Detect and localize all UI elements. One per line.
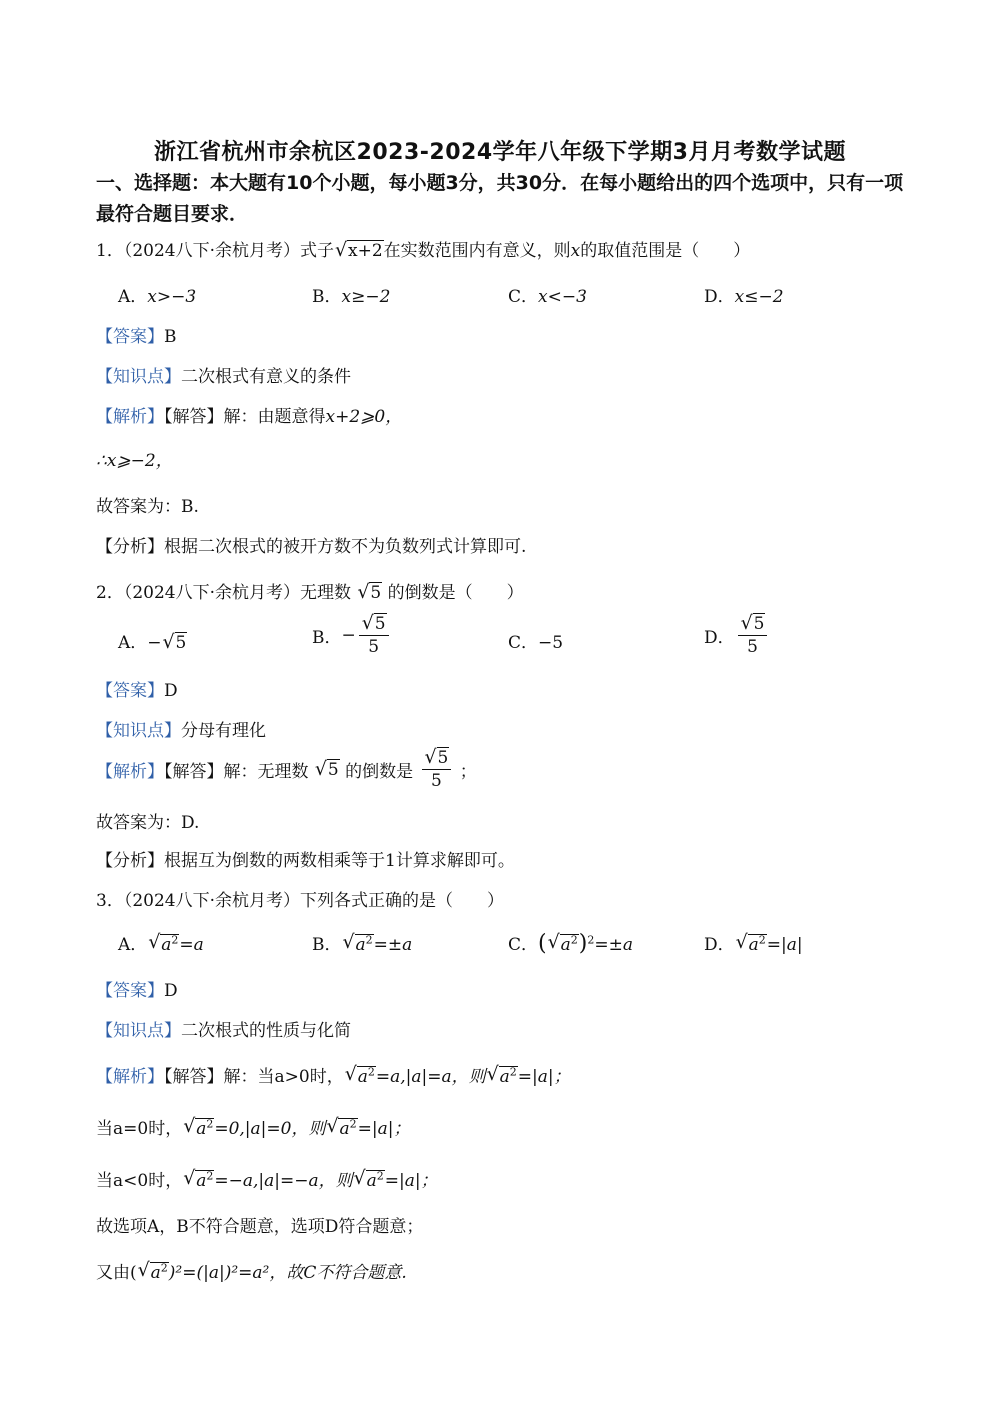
q2-knowledge: 【知识点】分母有理化	[96, 721, 266, 741]
q1-option-c: C．x<−3	[508, 287, 587, 307]
q2-option-a: A．−√ 5	[118, 628, 187, 653]
q2-option-b: B．− √ $\frac{5}{5}$	[312, 614, 392, 657]
q1-analysis: 【解析】【解答】解：由题意得x+2⩾0，	[96, 407, 403, 427]
q3-analysis-3: 当a<0时，√ $a^2=-a,|a|=-a$，则√ $a^2=|a|$；	[96, 1166, 438, 1191]
q2-analysis: 【解析】【解答】解：无理数 √ 5 的倒数是 √ $\frac{5}{5}$ ；	[96, 748, 477, 791]
q1-conclusion: 故答案为：B.	[96, 497, 199, 517]
q3-knowledge: 【知识点】二次根式的性质与化简	[96, 1021, 351, 1041]
q1-option-a: A．x>−3	[118, 287, 197, 307]
q3-option-d: D．√ $a^2=|a|$	[704, 930, 803, 955]
q2-fenxi: 【分析】根据互为倒数的两数相乘等于1计算求解即可。	[96, 851, 515, 871]
q1-derivation: ∴x⩾−2，	[96, 451, 173, 471]
q3-option-a: A．√ $a^2=a$	[118, 930, 204, 955]
q3-analysis-5: 又由(√ $a^2)^2=(|a|)^2=a^2$，故C不符合题意.	[96, 1258, 407, 1283]
question-1-stem: 1．（2024八下·余杭月考）式子√ x+2在实数范围内有意义，则x的取值范围是（ ）	[96, 236, 750, 261]
q1-knowledge: 【知识点】二次根式有意义的条件	[96, 367, 351, 387]
q3-analysis-4: 故选项A，B不符合题意，选项D符合题意；	[96, 1217, 424, 1237]
q3-option-c: C．(√ $a^2)^2=\pm a$	[508, 930, 633, 956]
q2-conclusion: 故答案为：D.	[96, 813, 200, 833]
q2-answer: 【答案】D	[96, 681, 178, 701]
q1-answer: 【答案】B	[96, 327, 177, 347]
q1-fenxi: 【分析】根据二次根式的被开方数不为负数列式计算即可.	[96, 537, 527, 557]
section-heading: 一、选择题：本大题有10个小题，每小题3分，共30分．在每小题给出的四个选项中，只有一项最符合题目要求．	[96, 172, 904, 225]
page-title: 浙江省杭州市余杭区2023-2024学年八年级下学期3月月考数学试题	[154, 140, 846, 165]
q3-option-b: B．√ $a^2=\pm a$	[312, 930, 412, 955]
question-3-stem: 3．（2024八下·余杭月考）下列各式正确的是（ ）	[96, 891, 504, 911]
q1-option-d: D．x≤−2	[704, 287, 784, 307]
q3-answer: 【答案】D	[96, 981, 178, 1001]
q3-analysis-2: 当a=0时，√ $a^2=0,|a|=0$，则√ $a^2=|a|$；	[96, 1114, 410, 1139]
q3-analysis-1: 【解析】【解答】解：当a>0时，√ $a^2=a,|a|=a$，则√ $a^2=|a|$；	[96, 1062, 571, 1087]
question-2-stem: 2．（2024八下·余杭月考）无理数 √ 5 的倒数是（ ）	[96, 578, 524, 603]
q2-option-d: D． √ $\frac{5}{5}$	[704, 614, 770, 657]
q1-option-b: B．x≥−2	[312, 287, 391, 307]
q2-option-c: C．−5	[508, 633, 564, 653]
